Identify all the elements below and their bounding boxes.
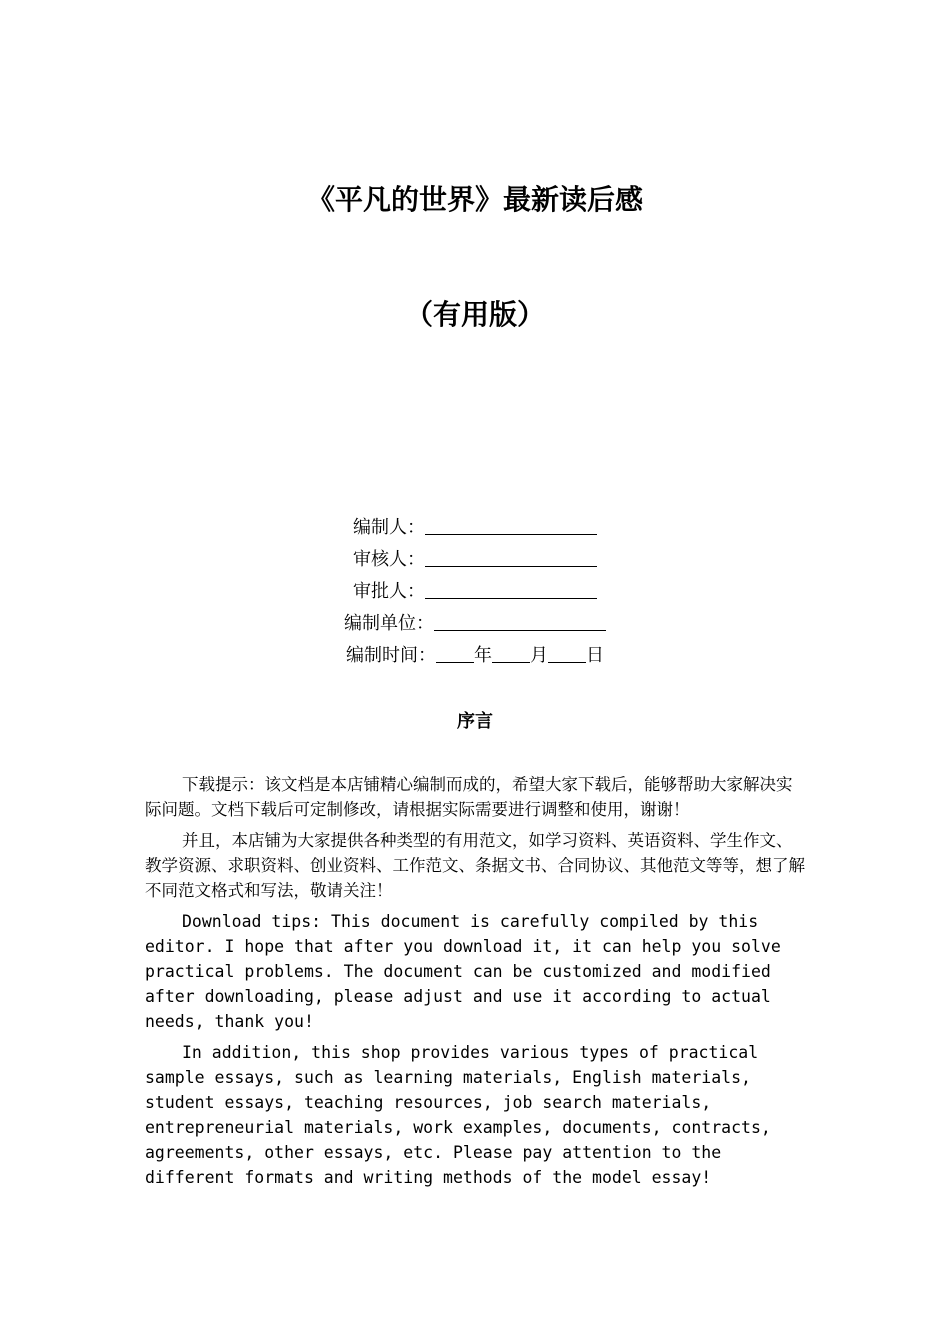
document-subtitle: （有用版）	[404, 298, 545, 331]
year-blank-line	[436, 642, 474, 663]
day-label: 日	[586, 645, 604, 666]
year-label: 年	[474, 645, 492, 666]
signature-blank-line	[425, 546, 597, 567]
signature-block	[0, 512, 950, 672]
preface-body	[145, 772, 807, 1196]
signature-blank-line	[434, 610, 606, 631]
document-title: 《平凡的世界》最新读后感	[306, 183, 643, 216]
signature-label: 审批人：	[353, 581, 425, 602]
signature-row-unit	[0, 608, 950, 640]
signature-blank-line	[425, 514, 597, 535]
paragraph-download-tips-zh: 下载提示：该文档是本店铺精心编制而成的，希望大家下载后，能够帮助大家解决实际问题。文档下载后可定制修改，请根据实际需要进行调整和使用，谢谢！	[145, 775, 793, 819]
signature-label: 编制单位：	[344, 613, 434, 634]
preface-heading: 序言	[457, 711, 493, 732]
signature-label: 编制人：	[353, 517, 425, 538]
month-label: 月	[530, 645, 548, 666]
signature-label: 审核人：	[353, 549, 425, 570]
day-blank-line	[548, 642, 586, 663]
signature-row-approver	[0, 576, 950, 608]
date-label: 编制时间：	[346, 645, 436, 666]
signature-row-compiler	[0, 512, 950, 544]
signature-row-date	[0, 640, 950, 672]
month-blank-line	[492, 642, 530, 663]
paragraph-shop-info-en: In addition, this shop provides various types of practical sample essays, such as learning materials, English materials, student essays, teaching resources, job search materials, entrepreneurial materials, work examples, documents, contracts, agreements, other essays, etc. Please pay attention to the different formats and writing methods of the model essay!	[145, 1043, 771, 1187]
signature-blank-line	[425, 578, 597, 599]
signature-row-reviewer	[0, 544, 950, 576]
paragraph-shop-info-zh: 并且，本店铺为大家提供各种类型的有用范文，如学习资料、英语资料、学生作文、教学资源、求职资料、创业资料、工作范文、条据文书、合同协议、其他范文等等，想了解不同范文格式和写法，敬请关注！	[145, 831, 805, 900]
paragraph-download-tips-en: Download tips: This document is carefully compiled by this editor. I hope that after you download it, it can help you solve practical problems. The document can be customized and modified after downloading, please adjust and use it according to actual needs, thank you!	[145, 912, 781, 1031]
